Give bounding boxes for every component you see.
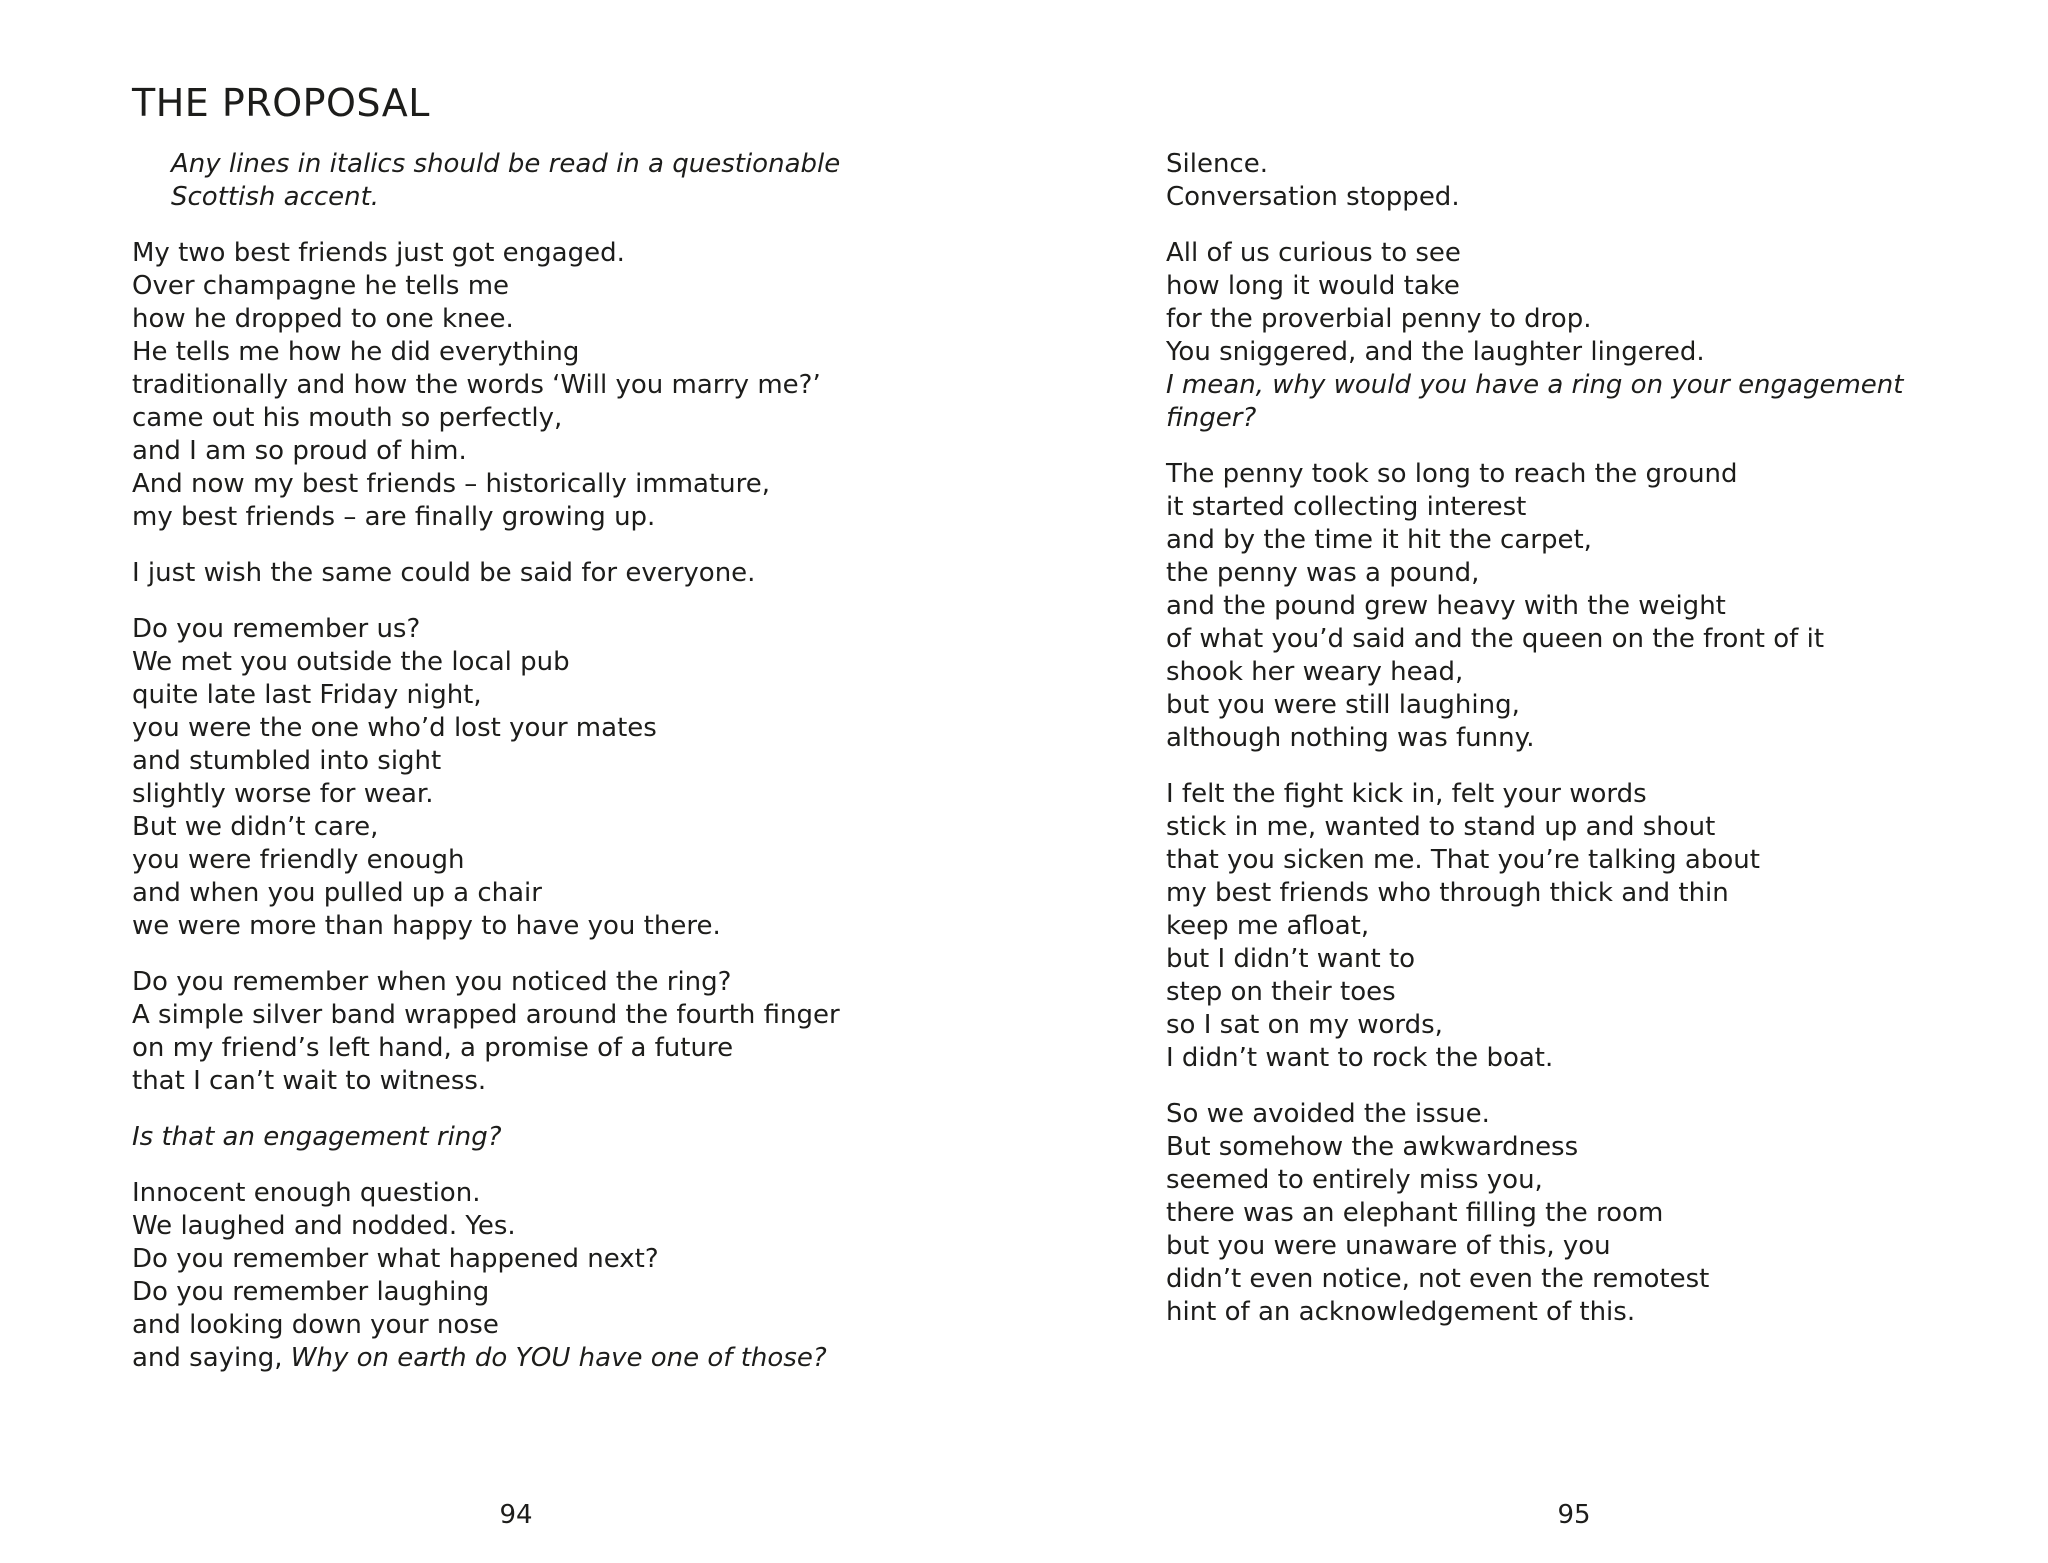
poem-line	[1166, 1197, 2046, 1230]
line-text: quite late last Friday night,	[132, 680, 482, 710]
poem-line	[132, 1210, 1012, 1243]
poem-line	[132, 1032, 1012, 1065]
poem-line	[132, 1121, 1012, 1154]
line-text: hint of an acknowledgement of this.	[1166, 1297, 1636, 1327]
line-text: But somehow the awkwardness	[1166, 1132, 1579, 1162]
poem-line	[1166, 689, 2046, 722]
line-text: on my friend’s left hand, a promise of a future	[132, 1033, 734, 1063]
line-text: and looking down your nose	[132, 1310, 499, 1340]
poem-line	[1166, 844, 2046, 877]
poem-line	[132, 435, 1012, 468]
line-text: So we avoided the issue.	[1166, 1099, 1490, 1129]
poem-line	[132, 910, 1012, 943]
poem-line	[132, 1309, 1012, 1342]
poem-line	[1166, 1131, 2046, 1164]
line-text: Over champagne he tells me	[132, 271, 510, 301]
stanza	[1166, 458, 2046, 755]
stanza	[1166, 1098, 2046, 1329]
line-text: Do you remember what happened next?	[132, 1244, 659, 1274]
line-text: stick in me, wanted to stand up and shout	[1166, 812, 1716, 842]
line-text: we were more than happy to have you there.	[132, 911, 721, 941]
poem-line	[171, 148, 1012, 181]
poem-line	[1166, 1296, 2046, 1329]
poem-line	[1166, 336, 2046, 369]
line-text: But we didn’t care,	[132, 812, 379, 842]
italic-text: Scottish accent.	[171, 182, 380, 212]
line-text: and when you pulled up a chair	[132, 878, 542, 908]
poem-line	[132, 1276, 1012, 1309]
poem-line	[1166, 181, 2046, 214]
line-text: My two best friends just got engaged.	[132, 238, 625, 268]
line-text: and by the time it hit the carpet,	[1166, 525, 1592, 555]
poem-line	[132, 679, 1012, 712]
line-text: didn’t even notice, not even the remotest	[1166, 1264, 1710, 1294]
poem-line	[1166, 656, 2046, 689]
poem-line	[1166, 148, 2046, 181]
italic-text: finger?	[1166, 403, 1257, 433]
poem-line	[1166, 877, 2046, 910]
poem-line	[1166, 491, 2046, 524]
page-number-right: 95	[1557, 1500, 1591, 1530]
right-poem-column	[1166, 148, 2046, 1352]
poem-line	[1166, 1042, 2046, 1075]
line-text: He tells me how he did everything	[132, 337, 580, 367]
poem-line	[1166, 722, 2046, 755]
line-text: I just wish the same could be said for everyone.	[132, 558, 756, 588]
italic-text: Is that an engagement ring?	[132, 1122, 502, 1152]
poem-line	[132, 1243, 1012, 1276]
stanza	[132, 237, 1012, 534]
line-text: We laughed and nodded. Yes.	[132, 1211, 516, 1241]
poem-line	[1166, 811, 2046, 844]
line-text: seemed to entirely miss you,	[1166, 1165, 1543, 1195]
line-text: step on their toes	[1166, 977, 1396, 1007]
poem-line	[132, 999, 1012, 1032]
stanza	[132, 966, 1012, 1098]
poem-line	[132, 646, 1012, 679]
poem-line	[132, 369, 1012, 402]
stanza	[132, 557, 1012, 590]
poem-line	[132, 712, 1012, 745]
line-text: although nothing was funny.	[1166, 723, 1535, 753]
right-page	[1024, 0, 2048, 1563]
poem-line	[132, 270, 1012, 303]
poem-line	[132, 557, 1012, 590]
italic-text: Any lines in italics should be read in a questionable	[171, 149, 841, 179]
poem-line	[1166, 976, 2046, 1009]
line-text: there was an elephant filling the room	[1166, 1198, 1664, 1228]
line-text: I felt the fight kick in, felt your words	[1166, 779, 1647, 809]
poem-line	[1166, 590, 2046, 623]
line-text: I didn’t want to rock the boat.	[1166, 1043, 1554, 1073]
line-text: for the proverbial penny to drop.	[1166, 304, 1592, 334]
poem-line	[132, 336, 1012, 369]
poem-line	[132, 468, 1012, 501]
poem-line	[132, 844, 1012, 877]
poem-line	[1166, 1230, 2046, 1263]
poem-line	[171, 181, 1012, 214]
line-text: Conversation stopped.	[1166, 182, 1460, 212]
poem-line	[132, 811, 1012, 844]
line-text: We met you outside the local pub	[132, 647, 570, 677]
poem-line	[1166, 402, 2046, 435]
poem-line	[132, 402, 1012, 435]
line-text: and saying,	[132, 1343, 291, 1373]
poem-line	[1166, 1098, 2046, 1131]
poem-line	[132, 501, 1012, 534]
stanza	[132, 148, 1012, 214]
line-text: and the pound grew heavy with the weight	[1166, 591, 1726, 621]
line-text: All of us curious to see	[1166, 238, 1461, 268]
line-text: traditionally and how the words ‘Will you marry me?’	[132, 370, 821, 400]
line-text: but you were unaware of this, you	[1166, 1231, 1611, 1261]
poem-line	[1166, 557, 2046, 590]
poem-line	[1166, 943, 2046, 976]
line-text: You sniggered, and the laughter lingered.	[1166, 337, 1705, 367]
italic-text: I mean, why would you have a ring on your engagement	[1166, 370, 1904, 400]
poem-line	[1166, 910, 2046, 943]
poem-line	[132, 1342, 1012, 1375]
line-text: the penny was a pound,	[1166, 558, 1480, 588]
line-text: And now my best friends – historically immature,	[132, 469, 771, 499]
poem-line	[132, 1065, 1012, 1098]
stanza	[132, 1177, 1012, 1375]
stanza	[1166, 148, 2046, 214]
poem-line	[1166, 623, 2046, 656]
poem-line	[1166, 1263, 2046, 1296]
line-text: my best friends who through thick and thin	[1166, 878, 1729, 908]
poem-line	[1166, 1009, 2046, 1042]
poem-line	[1166, 237, 2046, 270]
poem-line	[1166, 524, 2046, 557]
line-text: shook her weary head,	[1166, 657, 1464, 687]
line-text: keep me afloat,	[1166, 911, 1370, 941]
poem-line	[132, 778, 1012, 811]
poem-line	[1166, 369, 2046, 402]
stanza	[132, 613, 1012, 943]
line-text: came out his mouth so perfectly,	[132, 403, 563, 433]
line-text: and I am so proud of him.	[132, 436, 467, 466]
line-text: but I didn’t want to	[1166, 944, 1416, 974]
left-poem-column	[132, 148, 1012, 1398]
poem-line	[1166, 1164, 2046, 1197]
line-text: it started collecting interest	[1166, 492, 1527, 522]
poem-line	[1166, 778, 2046, 811]
poem-line	[132, 303, 1012, 336]
line-text: slightly worse for wear.	[132, 779, 434, 809]
line-text: Innocent enough question.	[132, 1178, 481, 1208]
stanza	[1166, 778, 2046, 1075]
line-text: and stumbled into sight	[132, 746, 442, 776]
poem-line	[1166, 458, 2046, 491]
line-text: A simple silver band wrapped around the fourth finger	[132, 1000, 840, 1030]
line-text: Silence.	[1166, 149, 1268, 179]
line-text: my best friends – are finally growing up.	[132, 502, 656, 532]
stanza	[132, 1121, 1012, 1154]
line-text: you were friendly enough	[132, 845, 465, 875]
line-text: Do you remember when you noticed the ring?	[132, 967, 732, 997]
line-text: so I sat on my words,	[1166, 1010, 1443, 1040]
poem-title: THE PROPOSAL	[132, 81, 430, 125]
poem-line	[132, 613, 1012, 646]
poem-line	[132, 745, 1012, 778]
line-text: Do you remember us?	[132, 614, 421, 644]
italic-text: Why on earth do YOU have one of those?	[290, 1343, 827, 1373]
poem-line	[132, 877, 1012, 910]
line-text: The penny took so long to reach the ground	[1166, 459, 1738, 489]
poem-line	[1166, 270, 2046, 303]
poem-line	[132, 237, 1012, 270]
page-number-left: 94	[499, 1500, 533, 1530]
line-text: how he dropped to one knee.	[132, 304, 514, 334]
line-text: Do you remember laughing	[132, 1277, 490, 1307]
line-text: that I can’t wait to witness.	[132, 1066, 487, 1096]
line-text: how long it would take	[1166, 271, 1460, 301]
line-text: that you sicken me. That you’re talking about	[1166, 845, 1760, 875]
line-text: you were the one who’d lost your mates	[132, 713, 657, 743]
line-text: but you were still laughing,	[1166, 690, 1520, 720]
line-text: of what you’d said and the queen on the front of it	[1166, 624, 1825, 654]
poem-line	[1166, 303, 2046, 336]
stanza	[1166, 237, 2046, 435]
poem-line	[132, 1177, 1012, 1210]
poem-line	[132, 966, 1012, 999]
